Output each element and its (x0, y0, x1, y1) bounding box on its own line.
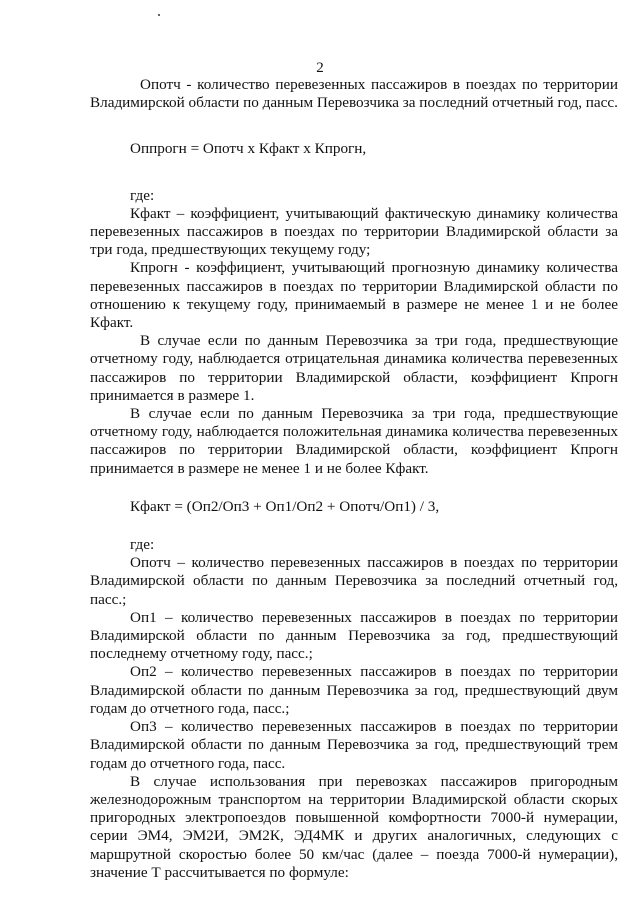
scan-speck (158, 14, 160, 16)
page-number: 2 (316, 60, 324, 76)
paragraph-op1-definition: Оп1 – количество перевезенных пассажиров в поездах по территории Владимирской области по данным Перевозчика за год, предшествующий последнему отчетному году, пасс.; (90, 608, 618, 663)
paragraph-7000-trains: В случае использования при перевозках пассажиров пригородным железнодорожным транспортом на территории Владимирской области скорых пригородных электропоездов повышенной комфортности 7000-й нумерации, серии ЭМ4, ЭМ2И, ЭМ2К, ЭД4МК и других аналогичных, следующих с маршрутной скоростью более 50 км/час (далее – поезда 7000-й нумерации), значение Т рассчитывается по формуле: (90, 772, 618, 881)
formula-kfakt: Кфакт = (Оп2/Оп3 + Оп1/Оп2 + Опотч/Оп1) / 3, (130, 497, 440, 515)
paragraph-positive-dynamics: В случае если по данным Перевозчика за три года, предшествующие отчетному году, наблюдается положительная динамика количества перевезенных пассажиров по территории Владимирской области, коэффициент Кпрогн принимается в размере не менее 1 и не более Кфакт. (90, 405, 618, 477)
paragraph-negative-dynamics: В случае если по данным Перевозчика за три года, предшествующие отчетному году, наблюдается отрицательная динамика количества перевезенных пассажиров по территории Владимирской области, коэффициент Кпрогн принимается в размере 1. (90, 332, 618, 404)
paragraph-op2-definition: Оп2 – количество перевезенных пассажиров в поездах по территории Владимирской области по данным Перевозчика за год, предшествующий двум годам до отчетного года, пасс.; (90, 663, 618, 717)
where-label: где: (130, 536, 155, 554)
document-body (90, 76, 618, 882)
paragraph-kfakt-definition: Кфакт – коэффициент, учитывающий фактическую динамику количества перевезенных пассажиров в поездах по территории Владимирской области за три года, предшествующих текущему году; (90, 204, 618, 259)
formula-opprogn: Оппрогн = Опотч х Кфакт х Кпрогн, (130, 140, 367, 158)
paragraph-kprogn-definition: Кпрогн - коэффициент, учитывающий прогнозную динамику количества перевезенных пассажиров в поездах по территории Владимирской области по отношению к текущему году, принимаемый в размере не менее 1 и не более Кфакт. (90, 259, 618, 332)
paragraph-opotch-definition-2: Опотч – количество перевезенных пассажиров в поездах по территории Владимирской области по данным Перевозчика за последний отчетный год, пасс.; (90, 554, 618, 608)
paragraph-opotch-definition: Опотч - количество перевезенных пассажиров в поездах по территории Владимирской области по данным Перевозчика за последний отчетный год, пасс. (90, 76, 618, 112)
paragraph-op3-definition: Оп3 – количество перевезенных пассажиров в поездах по территории Владимирской области по данным Перевозчика за год, предшествующий трем годам до отчетного года, пасс. (90, 718, 618, 772)
where-label: где: (130, 186, 155, 204)
